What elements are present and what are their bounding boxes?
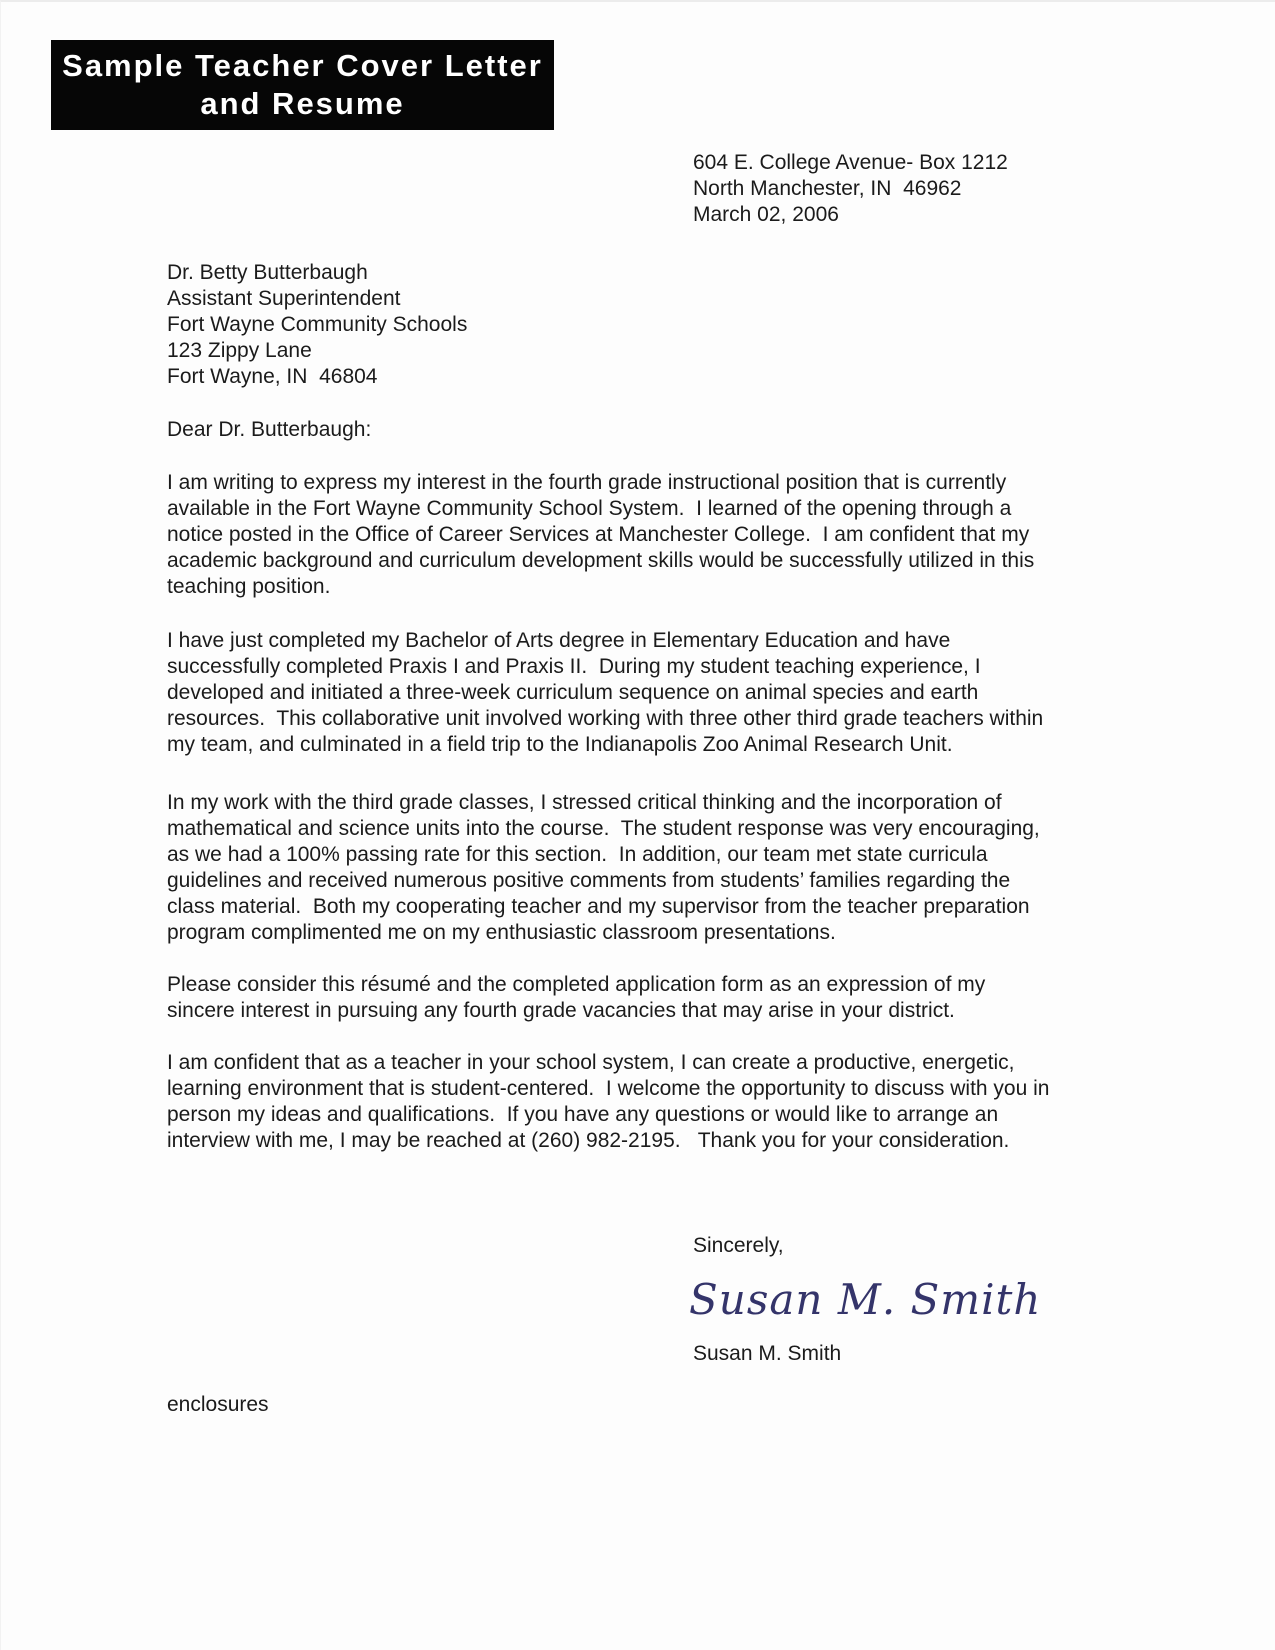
body-paragraph-4: Please consider this résumé and the completed application form as an expression of my sincere interest in pursuing any fourth grade vacancies that may arise in your district. <box>167 973 992 1022</box>
enclosures-note: enclosures <box>167 1393 269 1416</box>
recipient-city-state-zip: Fort Wayne, IN 46804 <box>167 365 378 388</box>
body-paragraph-2: I have just completed my Bachelor of Arts degree in Elementary Education and have successfully completed Praxis I and Praxis II. During my student teaching experience, I developed and initiated a three-week curriculum sequence on animal species and earth resources. This collaborative unit involved working with three other third grade teachers within my team, and culminated in a field trip to the Indianapolis Zoo Animal Research Unit. <box>167 629 1050 756</box>
valediction: Sincerely, <box>693 1234 784 1257</box>
sender-street: 604 E. College Avenue- Box 1212 <box>693 151 1008 174</box>
body-paragraph-1: I am writing to express my interest in the fourth grade instructional position that is currently available in the Fort Wayne Community School System. I learned of the opening through a notice posted in the Office of Career Services at Manchester College. I am confident that my academic background and curriculum development skills would be successfully utilized in this teaching position. <box>167 471 1041 598</box>
recipient-address-block <box>167 260 467 390</box>
handwritten-signature: Susan M. Smith <box>689 1275 1042 1324</box>
body-paragraph-3: In my work with the third grade classes, I stressed critical thinking and the incorporation of mathematical and science units into the course. The student response was very encouraging, as we had a 100% passing rate for this section. In addition, our team met state curricula guidelines and received numerous positive comments from students’ families regarding the class material. Both my cooperating teacher and my supervisor from the teacher preparation program complimented me on my enthusiastic classroom presentations. <box>167 791 1046 944</box>
letter-date: March 02, 2006 <box>693 203 839 226</box>
title-banner <box>51 40 554 130</box>
title-banner-line-2: and Resume <box>200 86 405 121</box>
typed-signature-name: Susan M. Smith <box>693 1342 842 1365</box>
recipient-street: 123 Zippy Lane <box>167 339 312 362</box>
body-paragraph-5: I am confident that as a teacher in your school system, I can create a productive, energetic, learning environment that is student-centered. I welcome the opportunity to discuss with you in person my ideas and qualifications. If you have any questions or would like to arrange an interview with me, I may be reached at (260) 982-2195. Thank you for your consideration. <box>167 1051 1056 1152</box>
salutation: Dear Dr. Butterbaugh: <box>167 418 372 441</box>
recipient-title: Assistant Superintendent <box>167 287 401 310</box>
recipient-name: Dr. Betty Butterbaugh <box>167 261 368 284</box>
sender-city-state-zip: North Manchester, IN 46962 <box>693 177 962 200</box>
recipient-organization: Fort Wayne Community Schools <box>167 313 468 336</box>
sender-address-block <box>693 150 1008 228</box>
title-banner-line-1: Sample Teacher Cover Letter <box>62 48 543 83</box>
